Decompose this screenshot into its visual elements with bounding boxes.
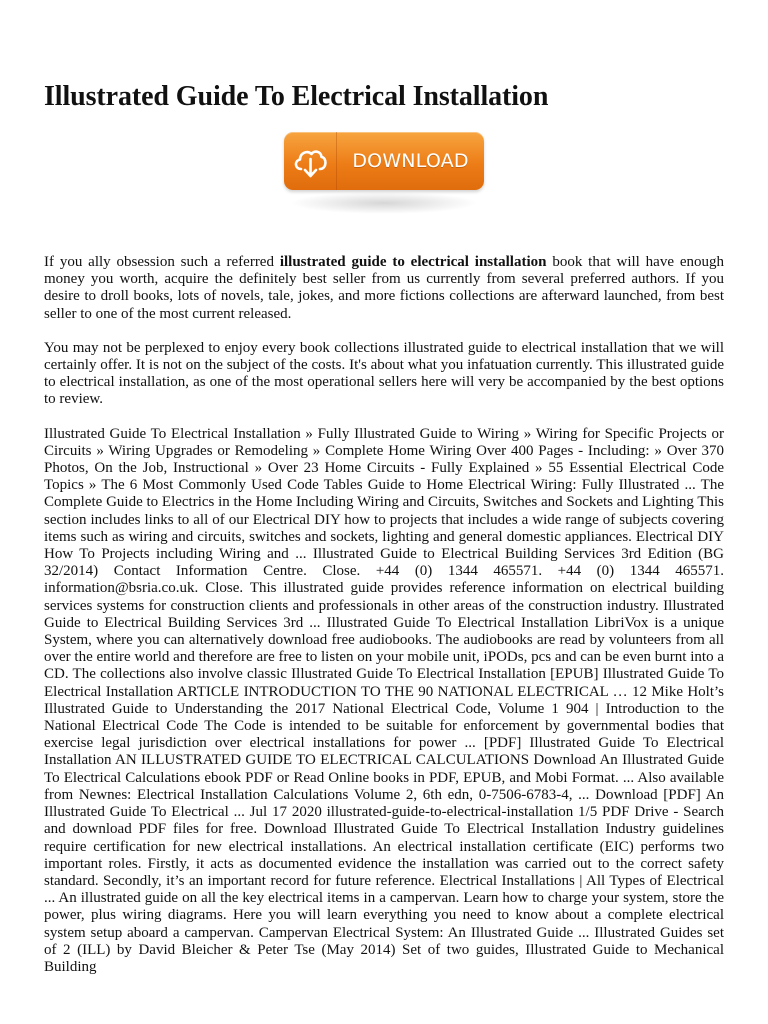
document-page bbox=[44, 0, 724, 976]
intro-text-after: book that will have enough money you worth, acquire the definitely best seller from us currently from several preferred authors. If you desire to droll books, lots of novels, tale, jokes, and more fictions collections are afterward launched, from best seller to one of the most current released. bbox=[44, 254, 724, 322]
download-button[interactable] bbox=[284, 132, 484, 190]
document-body bbox=[44, 254, 724, 976]
button-reflection bbox=[290, 192, 478, 214]
document-title: Illustrated Guide To Electrical Installation bbox=[44, 81, 549, 112]
main-paragraph: Illustrated Guide To Electrical Installation » Fully Illustrated Guide to Wiring » Wiring for Specific Projects or Circuits » Wiring Upgrades or Remodeling » Complete Home Wiring Over 400 Pages - Including: » Over 370 Photos, On the Job, Instructional » Over 23 Home Circuits - Fully Explained » 55 Essential Electrical Code Topics » The 6 Most Commonly Used Code Tables Guide to Home Electrical Wiring: Fully Illustrated ... The Complete Guide to Electrics in the Home Including Wiring and Circuits, Switches and Sockets and Lighting This section includes links to all of our Electrical DIY how to projects that includes a wide range of subjects covering items such as wiring and circuits, switches and sockets, lighting and general domestic appliances. Electrical DIY How To Projects including Wiring and ... Illustrated Guide to Electrical Building Services 3rd Edition (BG 32/2014) Contact Information Centre. Close. +44 (0) 1344 465571. +44 (0) 1344 465571. information@bsria.co.uk. Close. This illustrated guide provides reference information on electrical building services systems for construction clients and professionals in other areas of the construction industry. Illustrated Guide to Electrical Building Services 3rd ... Illustrated Guide To Electrical Installation LibriVox is a unique System, where you can alternatively download free audiobooks. The audiobooks are read by volunteers from all over the entire world and therefore are free to listen on your mobile unit, iPODs, pcs and can be even burnt into a CD. The collections also involve classic Illustrated Guide To Electrical Installation [EPUB] Illustrated Guide To Electrical Installation ARTICLE INTRODUCTION TO THE 90 NATIONAL ELECTRICAL … 12 Mike Holt’s Illustrated Guide to Understanding the 2017 National Electrical Code, Volume 1 904 | Introduction to the National Electrical Code The Code is intended to be suitable for enforcement by governmental bodies that exercise legal jurisdiction over electrical installations for power ... [PDF] Illustrated Guide To Electrical Installation AN ILLUSTRATED GUIDE TO ELECTRICAL CALCULATIONS Download An Illustrated Guide To Electrical Calculations ebook PDF or Read Online books in PDF, EPUB, and Mobi Format. ... Also available from Newnes: Electrical Installation Calculations Volume 2, 6th edn, 0-7506-6783-4, ... Download [PDF] An Illustrated Guide To Electrical ... Jul 17 2020 illustrated-guide-to-electrical-installation 1/5 PDF Drive - Search and download PDF files for free. Download Illustrated Guide To Electrical Installation Industry guidelines require certification for new electrical installations. An electrical installation certificate (EIC) performs two important roles. Firstly, it acts as documented evidence the installation was carried out to the correct safety standard. Secondly, it’s an important record for future reference. Electrical Installations | All Types of Electrical ... An illustrated guide on all the key electrical items in a campervan. Learn how to charge your system, store the power, plus wiring diagrams. Here you will learn everything you need to know about a complete electrical system setup aboard a campervan. Campervan Electrical System: An Illustrated Guide ... Illustrated Guides set of 2 (ILL) by David Bleicher & Peter Tse (May 2014) Set of two guides, Illustrated Guide to Mechanical Building bbox=[44, 425, 724, 975]
intro-paragraph bbox=[44, 254, 724, 323]
cloud-download-icon bbox=[284, 132, 337, 190]
download-button-label: DOWNLOAD bbox=[352, 150, 469, 172]
intro-text-before: If you ally obsession such a referred bbox=[44, 254, 280, 270]
intro-bold-phrase: illustrated guide to electrical installation bbox=[279, 254, 547, 270]
download-button-area bbox=[284, 132, 486, 216]
second-paragraph: You may not be perplexed to enjoy every book collections illustrated guide to electrical installation that we will certainly offer. It is not on the subject of the costs. It's about what you infatuation currently. This illustrated guide to electrical installation, as one of the most operational sellers here will very be accompanied by the best options to review. bbox=[44, 339, 724, 408]
